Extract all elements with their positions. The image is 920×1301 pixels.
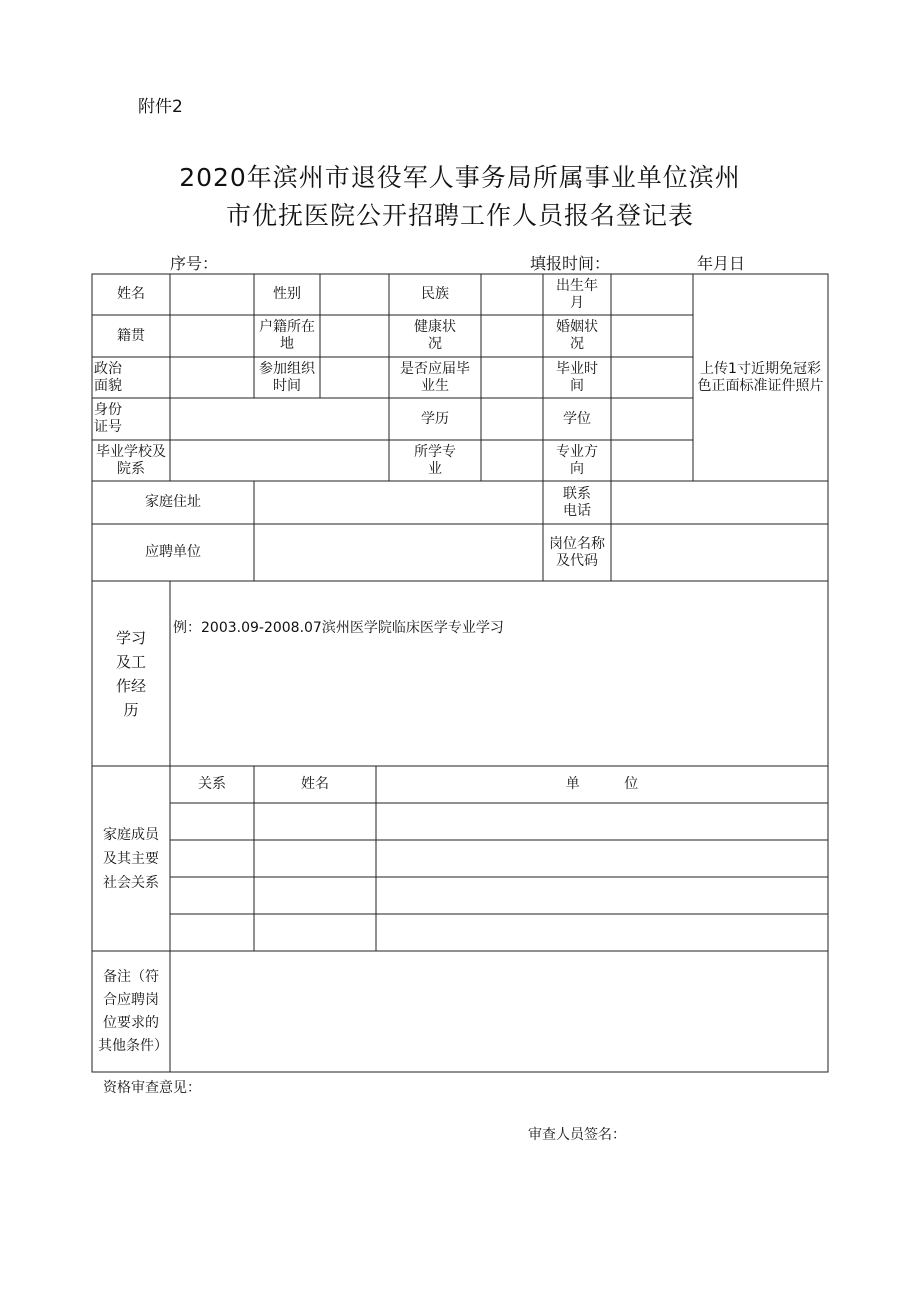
name-field[interactable] [170, 274, 254, 315]
fill-time-label: 填报时间： [530, 254, 611, 273]
graduation-time-field[interactable] [611, 357, 693, 398]
hukou-label: 户籍所在地 [259, 319, 315, 352]
title-line-1: 2020年滨州市退役军人事务局所属事业单位滨州 [179, 163, 741, 192]
ethnicity-label: 民族 [421, 286, 449, 302]
family-relation-header: 关系 [198, 776, 226, 792]
resume-example: 例：2003.09-2008.07滨州医学院临床医学专业学习 [173, 620, 504, 636]
family-name-cell[interactable] [254, 803, 376, 840]
family-name-header: 姓名 [301, 776, 329, 792]
address-field[interactable] [254, 481, 543, 524]
degree-label: 学位 [563, 410, 591, 427]
post-label: 岗位名称及代码 [549, 535, 605, 569]
health-label: 健康状况 [414, 319, 456, 352]
employer-label: 应聘单位 [145, 544, 201, 560]
resume-field[interactable] [170, 581, 828, 766]
work-time-field[interactable] [320, 357, 389, 398]
school-label: 毕业学校及院系 [96, 443, 166, 477]
attachment-label: 附件2 [138, 97, 183, 117]
ethnicity-field[interactable] [481, 274, 543, 315]
review-opinion-label: 资格审查意见： [103, 1080, 201, 1096]
major-label: 所学专业 [414, 443, 456, 477]
photo-box[interactable]: 上传1寸近期免冠彩色正面标准证件照片 [697, 360, 824, 394]
education-label: 学历 [421, 410, 449, 427]
family-name-cell[interactable] [254, 840, 376, 877]
fresh-graduate-field[interactable] [481, 357, 543, 398]
phone-label: 联系电话 [563, 485, 591, 519]
name-label: 姓名 [117, 286, 145, 302]
graduation-time-label: 毕业时间 [556, 360, 598, 394]
education-field[interactable] [481, 398, 543, 440]
marital-label: 婚姻状况 [556, 319, 598, 352]
hukou-field[interactable] [320, 315, 389, 357]
remarks-label: 备注（符合应聘岗位要求的其他条件） [98, 968, 168, 1054]
birth-label: 出生年月 [556, 277, 598, 311]
family-unit-cell[interactable] [376, 877, 828, 914]
family-relation-cell[interactable] [170, 877, 254, 914]
political-field[interactable] [170, 357, 254, 398]
direction-label: 专业方向 [556, 443, 598, 477]
post-field[interactable] [611, 524, 828, 581]
health-field[interactable] [481, 315, 543, 357]
id-number-label: 身份证号 [94, 402, 122, 435]
id-number-field[interactable] [170, 398, 389, 440]
resume-label: 学习及工作经历 [115, 628, 146, 719]
degree-field[interactable] [611, 398, 693, 440]
native-place-field[interactable] [170, 315, 254, 357]
gender-field[interactable] [320, 274, 389, 315]
family-relation-cell[interactable] [170, 914, 254, 951]
family-unit-cell[interactable] [376, 914, 828, 951]
employer-field[interactable] [254, 524, 543, 581]
address-label: 家庭住址 [145, 494, 201, 510]
major-field[interactable] [481, 440, 543, 481]
birth-field[interactable] [611, 274, 693, 315]
phone-field[interactable] [611, 481, 828, 524]
marital-field[interactable] [611, 315, 693, 357]
serial-number-label: 序号： [170, 254, 219, 273]
family-name-cell[interactable] [254, 914, 376, 951]
family-unit-cell[interactable] [376, 803, 828, 840]
family-unit-cell[interactable] [376, 840, 828, 877]
family-relation-cell[interactable] [170, 840, 254, 877]
work-time-label: 参加组织时间 [259, 360, 315, 394]
family-relation-cell[interactable] [170, 803, 254, 840]
native-place-label: 籍贯 [117, 327, 145, 344]
date-label: 年月日 [697, 254, 746, 273]
reviewer-signature-label: 审查人员签名： [528, 1127, 626, 1143]
fresh-graduate-label: 是否应届毕业生 [400, 360, 470, 394]
remarks-field[interactable] [170, 951, 828, 1072]
family-unit-header: 单 位 [565, 776, 639, 792]
family-label: 家庭成员及其主要社会关系 [103, 826, 159, 891]
title-line-2: 市优抚医院公开招聘工作人员报名登记表 [225, 201, 694, 230]
family-name-cell[interactable] [254, 877, 376, 914]
direction-field[interactable] [611, 440, 693, 481]
gender-label: 性别 [273, 286, 301, 302]
political-label: 政治面貌 [94, 360, 122, 394]
school-field[interactable] [170, 440, 389, 481]
